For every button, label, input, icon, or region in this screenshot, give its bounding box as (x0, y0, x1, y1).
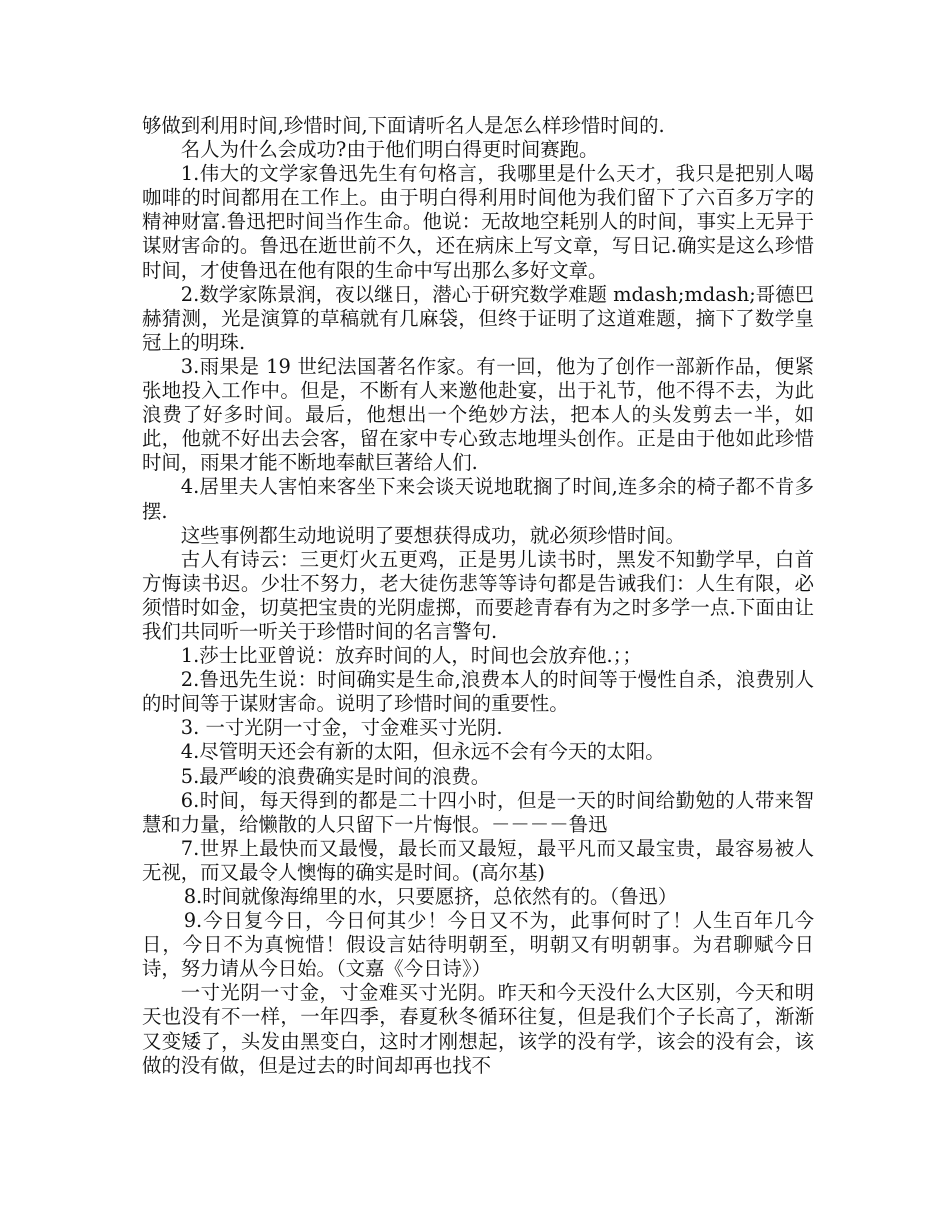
quote-1: 1.莎士比亚曾说：放弃时间的人，时间也会放弃他.；； (180, 644, 642, 668)
document-page (142, 114, 814, 1078)
quote-2: 2.鲁迅先生说：时间确实是生命,浪费本人的时间等于慢性自杀，浪费别人的时间等于谋财害命。说明了珍惜时间的重要性。 (142, 668, 814, 716)
quote-5: 5.最严峻的浪费确实是时间的浪费。 (180, 764, 491, 788)
paragraph-summary: 这些事例都生动地说明了要想获得成功，就必须珍惜时间。 (180, 523, 685, 547)
quote-8: 8.时间就像海绵里的水，只要愿挤，总依然有的。（鲁迅） (183, 885, 678, 908)
quote-9: 9.今日复今日，今日何其少！今日又不为，此事何时了！人生百年几今日，今日不为真惋惜！假设言姑待明朝至，明朝又有明朝事。为君聊赋今日诗，努力请从今日始。（文嘉《今日诗》） (142, 909, 814, 981)
paragraph-closing: 一寸光阴一寸金，寸金难买寸光阴。昨天和今天没什么大区别，今天和明天也没有不一样，一年四季，春夏秋冬循环往复，但是我们个子长高了，渐渐又变矮了，头发由黑变白，这时才刚想起，该学的没有学，该会的没有会，该做的没有做，但是过去的时间却再也找不 (142, 981, 814, 1077)
paragraph-lu-xun: 1.伟大的文学家鲁迅先生有句格言，我哪里是什么天才，我只是把别人喝咖啡的时间都用在工作上。由于明白得利用时间他为我们留下了六百多万字的精神财富.鲁迅把时间当作生命。他说：无故地空耗别人的时间，事实上无异于谋财害命的。鲁迅在逝世前不久，还在病床上写文章，写日记.确实是这么珍惜时间，才使鲁迅在他有限的生命中写出那么多好文章。 (142, 162, 814, 282)
paragraph-chen-jingrun: 2.数学家陈景润，夜以继日，潜心于研究数学难题 mdash;mdash;哥德巴赫猜测，光是演算的草稿就有几麻袋，但终于证明了这道难题，摘下了数学皇冠上的明珠. (142, 282, 814, 354)
paragraph-why-success: 名人为什么会成功?由于他们明白得更时间赛跑。 (180, 138, 599, 162)
paragraph-curie: 4.居里夫人害怕来客坐下来会谈天说地耽搁了时间,连多余的椅子都不肯多摆. (142, 475, 814, 523)
paragraph-ancient-poem: 古人有诗云：三更灯火五更鸡，正是男儿读书时，黑发不知勤学早，白首方悔读书迟。少壮不努力，老大徒伤悲等等诗句都是告诫我们：人生有限，必须惜时如金，切莫把宝贵的光阴虚掷，而要趁青春有为之时多学一点.下面由让我们共同听一听关于珍惜时间的名言警句. (142, 547, 814, 643)
quote-4: 4.尽管明天还会有新的太阳，但永远不会有今天的太阳。 (180, 740, 665, 764)
paragraph-hugo: 3.雨果是 19 世纪法国著名作家。有一回，他为了创作一部新作品，便紧张地投入工作中。但是，不断有人来邀他赴宴，出于礼节，他不得不去，为此浪费了好多时间。最后，他想出一个绝妙方法，把本人的头发剪去一半，如此，他就不好出去会客，留在家中专心致志地埋头创作。正是由于他如此珍惜时间，雨果才能不断地奉献巨著给人们. (142, 354, 814, 475)
quote-6: 6.时间，每天得到的都是二十四小时，但是一天的时间给勤勉的人带来智慧和力量，给懒散的人只留下一片悔恨。－－－－鲁迅 (142, 788, 814, 836)
quote-3: 3. 一寸光阴一寸金，寸金难买寸光阴. (180, 716, 503, 740)
quote-7: 7.世界上最快而又最慢，最长而又最短，最平凡而又最宝贵，最容易被人无视，而又最令人懊悔的确实是时间。(高尔基) (142, 836, 814, 884)
paragraph-intro: 够做到利用时间,珍惜时间,下面请听名人是怎么样珍惜时间的. (142, 114, 665, 137)
